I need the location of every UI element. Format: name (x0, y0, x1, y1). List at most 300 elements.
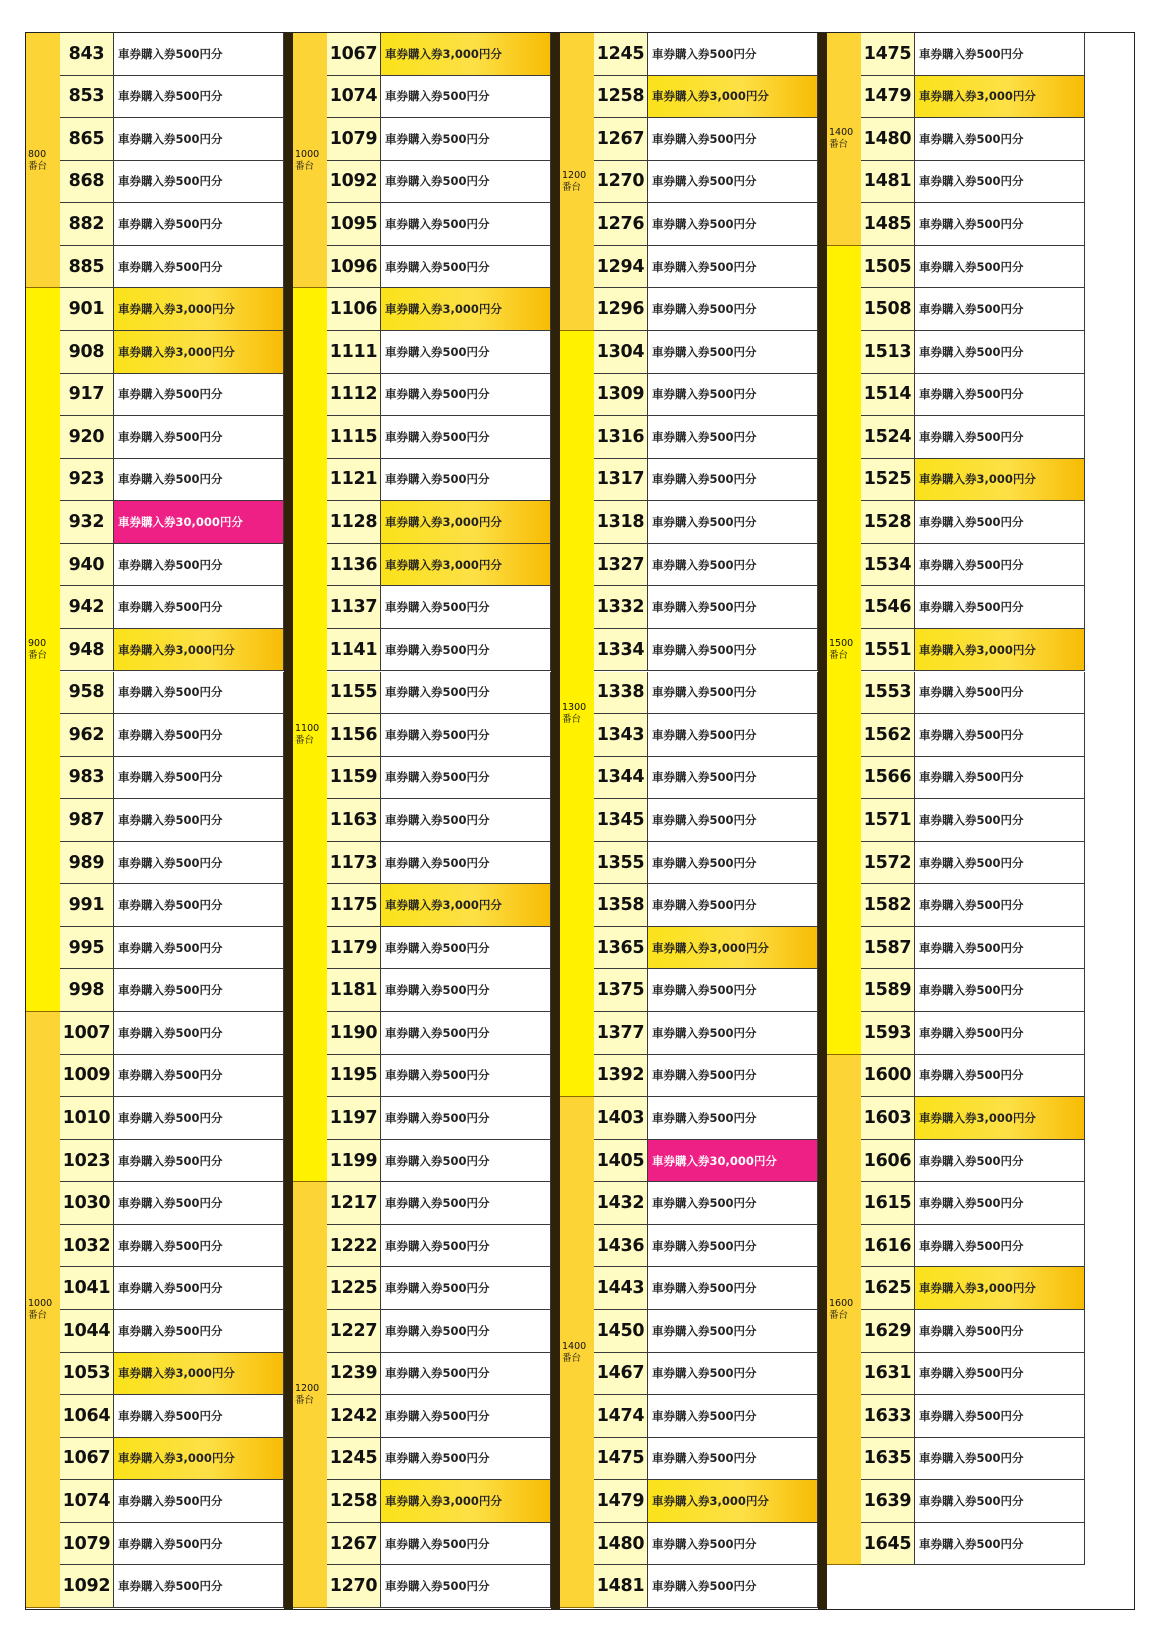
winning-number: 1199 (327, 1140, 381, 1182)
table-row (60, 118, 284, 161)
prize-label: 車券購入券500円分 (114, 76, 284, 118)
table-row (594, 1140, 818, 1183)
prize-label: 車券購入券500円分 (915, 161, 1085, 203)
winning-number: 1258 (594, 76, 648, 118)
table-row (861, 544, 1085, 587)
winning-number: 1112 (327, 374, 381, 416)
table-row (861, 1012, 1085, 1055)
prize-label: 車券購入券500円分 (381, 799, 551, 841)
winning-number: 1338 (594, 672, 648, 714)
table-row (327, 1353, 551, 1396)
winning-number: 1481 (594, 1565, 648, 1607)
winning-number: 991 (60, 884, 114, 926)
number-column (26, 33, 284, 1609)
winning-number: 1309 (594, 374, 648, 416)
prize-label: 車券購入券500円分 (381, 927, 551, 969)
prize-label: 車券購入券500円分 (648, 842, 818, 884)
winning-number: 1571 (861, 799, 915, 841)
prize-label: 車券購入券500円分 (114, 884, 284, 926)
winning-number: 1095 (327, 203, 381, 245)
table-row (60, 1225, 284, 1268)
prize-label: 車券購入券500円分 (648, 161, 818, 203)
winning-number: 1128 (327, 501, 381, 543)
table-row (60, 374, 284, 417)
winning-number: 1600 (861, 1055, 915, 1097)
prize-label: 車券購入券500円分 (381, 1097, 551, 1139)
winning-number: 1534 (861, 544, 915, 586)
table-row (861, 1225, 1085, 1268)
table-row (327, 1182, 551, 1225)
table-row (60, 586, 284, 629)
prize-label: 車券購入券500円分 (381, 1012, 551, 1054)
winning-number: 1267 (327, 1523, 381, 1565)
winning-number: 1403 (594, 1097, 648, 1139)
table-row (861, 842, 1085, 885)
prize-label: 車券購入券500円分 (381, 672, 551, 714)
table-row (594, 33, 818, 76)
table-row (60, 288, 284, 331)
table-row (861, 1310, 1085, 1353)
prize-label: 車券購入券500円分 (915, 714, 1085, 756)
table-row (60, 203, 284, 246)
winning-number: 987 (60, 799, 114, 841)
prize-label: 車券購入券500円分 (648, 246, 818, 288)
winning-number: 1007 (60, 1012, 114, 1054)
prize-label: 車券購入券500円分 (648, 1310, 818, 1352)
winning-number: 1343 (594, 714, 648, 756)
prize-label: 車券購入券500円分 (114, 1055, 284, 1097)
prize-label: 車券購入券500円分 (381, 459, 551, 501)
winning-number: 1023 (60, 1140, 114, 1182)
table-row (327, 331, 551, 374)
winning-number: 1566 (861, 757, 915, 799)
table-row (327, 288, 551, 331)
winning-number: 1296 (594, 288, 648, 330)
table-row (327, 501, 551, 544)
prize-label: 車券購入券500円分 (915, 1395, 1085, 1437)
table-row (861, 1353, 1085, 1396)
winning-number: 1163 (327, 799, 381, 841)
prize-label: 車券購入券500円分 (915, 1480, 1085, 1522)
winning-number: 1344 (594, 757, 648, 799)
table-row (594, 927, 818, 970)
prize-label: 車券購入券500円分 (114, 246, 284, 288)
winning-number: 1479 (594, 1480, 648, 1522)
prize-label: 車券購入券500円分 (114, 1480, 284, 1522)
range-group-label: 900 番台 (28, 638, 48, 662)
table-row (327, 76, 551, 119)
winning-number: 1245 (594, 33, 648, 75)
winning-number: 1505 (861, 246, 915, 288)
prize-label: 車券購入券500円分 (381, 1055, 551, 1097)
range-group-strip (827, 1055, 861, 1566)
table-row (327, 799, 551, 842)
table-row (594, 501, 818, 544)
range-group-label: 1200 番台 (562, 169, 587, 193)
winning-number: 1355 (594, 842, 648, 884)
table-row (594, 203, 818, 246)
table-row (594, 799, 818, 842)
winning-number: 1479 (861, 76, 915, 118)
winning-number: 1245 (327, 1438, 381, 1480)
table-row (60, 1267, 284, 1310)
range-group-strip (293, 1182, 327, 1608)
winning-number: 1137 (327, 586, 381, 628)
prize-label: 車券購入券500円分 (114, 969, 284, 1011)
table-row (594, 1310, 818, 1353)
table-row (594, 969, 818, 1012)
prize-label: 車券購入券500円分 (114, 1395, 284, 1437)
prize-label: 車券購入券500円分 (114, 1097, 284, 1139)
prize-label: 車券購入券500円分 (648, 501, 818, 543)
table-row (60, 1097, 284, 1140)
table-row (327, 1140, 551, 1183)
table-row (861, 1523, 1085, 1566)
range-group-strip (293, 33, 327, 288)
winning-number: 1589 (861, 969, 915, 1011)
winning-number: 1450 (594, 1310, 648, 1352)
table-row (861, 288, 1085, 331)
table-row (327, 161, 551, 204)
prize-label: 車券購入券3,000円分 (114, 1353, 284, 1395)
table-row (60, 1012, 284, 1055)
prize-label: 車券購入券500円分 (648, 544, 818, 586)
prize-label: 車券購入券3,000円分 (648, 927, 818, 969)
table-row (327, 246, 551, 289)
prize-label: 車券購入券500円分 (915, 1310, 1085, 1352)
winning-number: 1345 (594, 799, 648, 841)
winning-number: 940 (60, 544, 114, 586)
winning-numbers-sheet (25, 32, 1135, 1610)
prize-label: 車券購入券500円分 (915, 586, 1085, 628)
table-row (861, 1097, 1085, 1140)
winning-number: 1079 (327, 118, 381, 160)
winning-number: 1106 (327, 288, 381, 330)
winning-number: 1173 (327, 842, 381, 884)
prize-label: 車券購入券3,000円分 (114, 331, 284, 373)
winning-number: 1092 (60, 1565, 114, 1607)
winning-number: 1175 (327, 884, 381, 926)
table-row (60, 459, 284, 502)
winning-number: 1041 (60, 1267, 114, 1309)
prize-label: 車券購入券3,000円分 (114, 629, 284, 671)
range-group-label: 1600 番台 (829, 1298, 854, 1321)
table-row (594, 1182, 818, 1225)
winning-number: 1551 (861, 629, 915, 671)
winning-number: 865 (60, 118, 114, 160)
prize-label: 車券購入券3,000円分 (114, 288, 284, 330)
table-row (60, 246, 284, 289)
winning-number: 1375 (594, 969, 648, 1011)
prize-label: 車券購入券500円分 (381, 246, 551, 288)
table-row (60, 1140, 284, 1183)
table-row (60, 629, 284, 672)
prize-label: 車券購入券500円分 (381, 629, 551, 671)
winning-number: 932 (60, 501, 114, 543)
prize-label: 車券購入券3,000円分 (915, 459, 1085, 501)
table-row (60, 501, 284, 544)
table-row (861, 161, 1085, 204)
winning-number: 948 (60, 629, 114, 671)
table-row (594, 459, 818, 502)
winning-number: 1227 (327, 1310, 381, 1352)
winning-number: 923 (60, 459, 114, 501)
table-row (594, 118, 818, 161)
prize-label: 車券購入券500円分 (381, 76, 551, 118)
winning-number: 1222 (327, 1225, 381, 1267)
prize-label: 車券購入券500円分 (648, 1353, 818, 1395)
table-row (594, 1012, 818, 1055)
prize-label: 車券購入券500円分 (648, 1565, 818, 1607)
prize-label: 車券購入券500円分 (114, 1267, 284, 1309)
winning-number: 1332 (594, 586, 648, 628)
prize-label: 車券購入券500円分 (381, 586, 551, 628)
table-row (594, 1267, 818, 1310)
winning-number: 1179 (327, 927, 381, 969)
prize-label: 車券購入券500円分 (915, 246, 1085, 288)
winning-number: 1587 (861, 927, 915, 969)
prize-label: 車券購入券500円分 (381, 118, 551, 160)
prize-label: 車券購入券500円分 (648, 672, 818, 714)
winning-number: 1467 (594, 1353, 648, 1395)
prize-label: 車券購入券500円分 (915, 1140, 1085, 1182)
table-row (60, 161, 284, 204)
range-group-strip (560, 1097, 594, 1608)
table-row (327, 118, 551, 161)
prize-label: 車券購入券500円分 (648, 1395, 818, 1437)
table-row (327, 714, 551, 757)
table-row (594, 629, 818, 672)
winning-number: 989 (60, 842, 114, 884)
table-row (861, 416, 1085, 459)
prize-label: 車券購入券500円分 (915, 33, 1085, 75)
prize-label: 車券購入券500円分 (381, 331, 551, 373)
winning-number: 1377 (594, 1012, 648, 1054)
table-row (594, 672, 818, 715)
table-row (60, 1523, 284, 1566)
prize-label: 車券購入券500円分 (915, 1438, 1085, 1480)
winning-number: 1136 (327, 544, 381, 586)
prize-label: 車券購入券500円分 (915, 1523, 1085, 1565)
winning-number: 1485 (861, 203, 915, 245)
winning-number: 1582 (861, 884, 915, 926)
prize-label: 車券購入券500円分 (381, 374, 551, 416)
winning-number: 1111 (327, 331, 381, 373)
table-row (327, 544, 551, 587)
prize-label: 車券購入券3,000円分 (381, 288, 551, 330)
prize-label: 車券購入券500円分 (648, 1523, 818, 1565)
prize-label: 車券購入券500円分 (648, 288, 818, 330)
prize-label: 車券購入券500円分 (648, 459, 818, 501)
prize-label: 車券購入券500円分 (915, 331, 1085, 373)
table-row (327, 586, 551, 629)
range-group-strip (293, 288, 327, 1182)
prize-label: 車券購入券500円分 (381, 1310, 551, 1352)
winning-number: 995 (60, 927, 114, 969)
table-row (60, 1395, 284, 1438)
table-row (594, 714, 818, 757)
table-row (861, 246, 1085, 289)
table-row (60, 76, 284, 119)
winning-number: 1327 (594, 544, 648, 586)
prize-label: 車券購入券500円分 (114, 586, 284, 628)
prize-label: 車券購入券30,000円分 (114, 501, 284, 543)
winning-number: 1639 (861, 1480, 915, 1522)
prize-label: 車券購入券500円分 (381, 1140, 551, 1182)
prize-label: 車券購入券500円分 (114, 799, 284, 841)
table-row (327, 1267, 551, 1310)
table-row (861, 799, 1085, 842)
table-row (327, 33, 551, 76)
winning-number: 1603 (861, 1097, 915, 1139)
table-row (60, 842, 284, 885)
table-row (327, 757, 551, 800)
winning-number: 853 (60, 76, 114, 118)
table-row (60, 714, 284, 757)
table-row (327, 1310, 551, 1353)
winning-number: 1480 (861, 118, 915, 160)
winning-number: 1225 (327, 1267, 381, 1309)
table-row (327, 416, 551, 459)
winning-number: 1635 (861, 1438, 915, 1480)
winning-number: 1616 (861, 1225, 915, 1267)
table-row (60, 1310, 284, 1353)
prize-label: 車券購入券500円分 (381, 161, 551, 203)
prize-label: 車券購入券500円分 (114, 1310, 284, 1352)
winning-number: 1546 (861, 586, 915, 628)
winning-number: 1159 (327, 757, 381, 799)
table-row (60, 672, 284, 715)
winning-number: 1074 (60, 1480, 114, 1522)
prize-label: 車券購入券500円分 (114, 118, 284, 160)
prize-label: 車券購入券500円分 (915, 544, 1085, 586)
winning-number: 1217 (327, 1182, 381, 1224)
winning-number: 1625 (861, 1267, 915, 1309)
prize-label: 車券購入券500円分 (114, 757, 284, 799)
prize-label: 車券購入券500円分 (648, 1055, 818, 1097)
winning-number: 1270 (594, 161, 648, 203)
winning-number: 1096 (327, 246, 381, 288)
winning-number: 1443 (594, 1267, 648, 1309)
table-row (861, 33, 1085, 76)
prize-label: 車券購入券500円分 (381, 1523, 551, 1565)
range-group-label: 1400 番台 (562, 1340, 587, 1364)
range-group-strip (26, 33, 60, 288)
winning-number: 1155 (327, 672, 381, 714)
prize-label: 車券購入券500円分 (114, 842, 284, 884)
table-row (861, 1182, 1085, 1225)
table-row (327, 1012, 551, 1055)
winning-number: 1156 (327, 714, 381, 756)
prize-label: 車券購入券500円分 (915, 416, 1085, 458)
table-row (594, 586, 818, 629)
table-row (327, 842, 551, 885)
table-row (861, 757, 1085, 800)
winning-number: 1181 (327, 969, 381, 1011)
winning-number: 1053 (60, 1353, 114, 1395)
winning-number: 958 (60, 672, 114, 714)
prize-label: 車券購入券3,000円分 (915, 76, 1085, 118)
table-row (60, 757, 284, 800)
prize-label: 車券購入券500円分 (915, 884, 1085, 926)
winning-number: 1317 (594, 459, 648, 501)
prize-label: 車券購入券500円分 (648, 586, 818, 628)
prize-label: 車券購入券3,000円分 (648, 76, 818, 118)
table-row (327, 927, 551, 970)
prize-label: 車券購入券500円分 (648, 374, 818, 416)
table-row (861, 714, 1085, 757)
range-group-strip (560, 33, 594, 331)
table-row (594, 416, 818, 459)
range-group-strip (26, 1012, 60, 1608)
table-row (861, 1055, 1085, 1098)
winning-number: 1633 (861, 1395, 915, 1437)
winning-number: 1358 (594, 884, 648, 926)
table-row (861, 672, 1085, 715)
table-row (60, 1565, 284, 1608)
range-group-label: 1500 番台 (829, 638, 854, 662)
table-row (861, 1438, 1085, 1481)
table-row (327, 1225, 551, 1268)
prize-label: 車券購入券500円分 (915, 1225, 1085, 1267)
winning-number: 1615 (861, 1182, 915, 1224)
table-row (327, 1565, 551, 1608)
table-row (594, 544, 818, 587)
winning-number: 1572 (861, 842, 915, 884)
winning-number: 1197 (327, 1097, 381, 1139)
column-separator (551, 33, 560, 1609)
prize-label: 車券購入券500円分 (381, 416, 551, 458)
winning-number: 843 (60, 33, 114, 75)
winning-number: 901 (60, 288, 114, 330)
range-group-strip (827, 33, 861, 246)
table-row (60, 544, 284, 587)
winning-number: 1475 (594, 1438, 648, 1480)
prize-label: 車券購入券500円分 (114, 1523, 284, 1565)
winning-number: 1436 (594, 1225, 648, 1267)
prize-label: 車券購入券500円分 (381, 969, 551, 1011)
prize-label: 車券購入券30,000円分 (648, 1140, 818, 1182)
range-group-label: 1300 番台 (562, 702, 587, 726)
prize-label: 車券購入券500円分 (381, 757, 551, 799)
winning-number: 1481 (861, 161, 915, 203)
prize-label: 車券購入券500円分 (381, 1395, 551, 1437)
number-column (293, 33, 551, 1609)
winning-number: 1304 (594, 331, 648, 373)
table-row (861, 884, 1085, 927)
prize-label: 車券購入券500円分 (114, 714, 284, 756)
winning-number: 1044 (60, 1310, 114, 1352)
table-row (594, 1565, 818, 1608)
winning-number: 1276 (594, 203, 648, 245)
prize-label: 車券購入券500円分 (114, 459, 284, 501)
table-row (327, 1055, 551, 1098)
table-row (594, 1225, 818, 1268)
range-group-label: 1100 番台 (295, 723, 320, 747)
table-row (594, 1523, 818, 1566)
winning-number: 920 (60, 416, 114, 458)
prize-label: 車券購入券500円分 (915, 1182, 1085, 1224)
table-row (60, 884, 284, 927)
table-row (861, 374, 1085, 417)
table-row (60, 799, 284, 842)
winning-number: 1365 (594, 927, 648, 969)
table-row (60, 1438, 284, 1481)
table-row (594, 1438, 818, 1481)
prize-label: 車券購入券500円分 (648, 884, 818, 926)
prize-label: 車券購入券500円分 (915, 757, 1085, 799)
winning-number: 1067 (60, 1438, 114, 1480)
